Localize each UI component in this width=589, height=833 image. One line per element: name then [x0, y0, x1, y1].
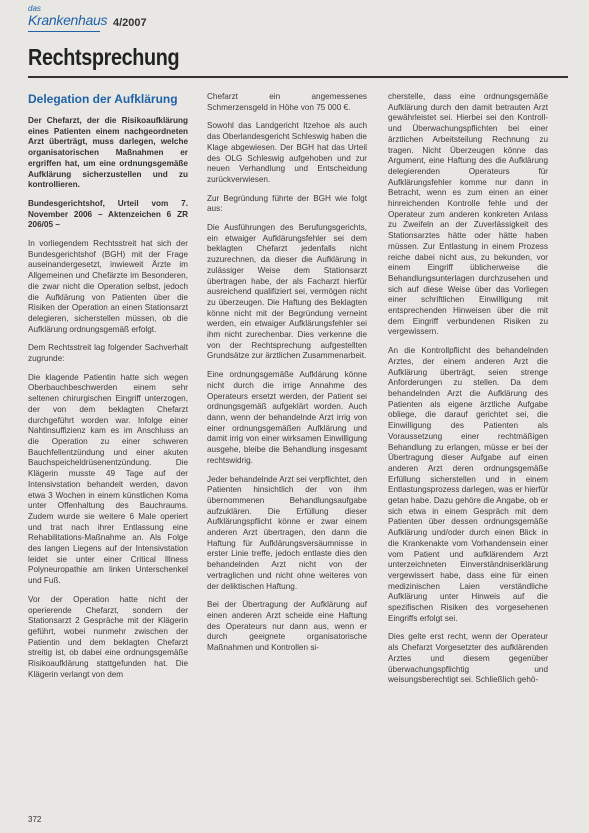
paragraph: Dem Rechtsstreit lag folgender Sachverhalt zugrunde:: [28, 343, 188, 364]
article-title: Delegation der Aufklärung: [28, 92, 178, 106]
logo-name: Krankenhaus: [28, 12, 108, 28]
paragraph: In vorliegendem Rechtsstreit hat sich der Bundesgerichtshof (BGH) mit der Frage auseinandergesetzt, inwieweit Ärzte im Allgemeinen und Chefärzte im Besonderen, die zwar nicht die Operation selbst, jedoch die Aufklärung von Patienten über die Risiken der Operation an einen Stationsarzt delegieren, sicherstellen müssen, ob die Aufklärung ordnungsgemäß erfolgt.: [28, 239, 188, 334]
paragraph: Eine ordnungsgemäße Aufklärung könne nicht durch die irrige Annahme des Operateurs ersetzt werden, der Patient sei ordnungsgemäß aufgeklärt worden. Auch dann, wenn der behandelnde Arzt irrig von einer ordnungsgemäßen Aufklärung und damit irrig von einer wirksamen Einwilligung ausgehe, bleibe die Behandlung insgesamt rechtswidrig.: [207, 370, 367, 465]
column-2: [207, 92, 367, 662]
page-number: 372: [28, 815, 42, 824]
paragraph: Dies gelte erst recht, wenn der Operateur als Chefarzt Vorgesetzter des aufklärenden Arztes und diesem gegenüber überwachungspflichtig und weisungsberechtigt sei. Schließlich gehö-: [388, 632, 548, 685]
court-reference: Bundesgerichtshof, Urteil vom 7. November 2006 – Aktenzeichen 6 ZR 206/05 –: [28, 198, 188, 230]
section-divider: [28, 76, 568, 78]
paragraph: Jeder behandelnde Arzt sei verpflichtet, den Patienten hinsichtlich der von ihm übernommenen Behandlungsaufgabe aufzuklären. Die Erfüllung dieser Aufklärungspflicht könne er zwar einem anderen Arzt übertragen, den dann die Haftung für Aufklärungsversäumnisse in erster Linie treffe, jedoch entlaste dies den behandelnden Arzt nicht von der vertraglichen und nicht ohne weiteres von der deliktischen Haftung.: [207, 474, 367, 591]
paragraph: cherstelle, dass eine ordnungsgemäße Aufklärung durch den damit betrauten Arzt gewährleistet sei. Hierbei sei den Kontroll- und Überwachungspflichten bei einer ärztlichen Arbeitsteilung Rechnung zu tragen. Nicht Überzeugen könne das Argument, eine Haftung des die Aufklärung delegierenden Operateurs für Aufklärungsfehler komme nur dann in Betracht, wenn es zum einen an einer hinreichenden Kontrolle fehle und der Operateur zum anderen konkreten Anlass zu Zweifeln an der Zuverlässigkeit des Stationsarztes hätte oder hätte haben müssen. Zur Entlastung in einem Prozess reiche dabei nicht aus, zu bekunden, vor einem Eingriff üblicherweise die Behandlungsunterlagen durchzusehen und sich auf diese Weise über das Vorliegen einer schriftlichen Einwilligung mit entsprechenden Hinweisen über die mit dem Eingriff verbundenen Risiken zu vergewissern.: [388, 92, 548, 337]
logo-underline: [28, 31, 100, 32]
paragraph: Chefarzt ein angemessenes Schmerzensgeld in Höhe von 75 000 €.: [207, 92, 367, 112]
article-lead: Der Chefarzt, der die Risikoaufklärung eines Patienten einem nachgeordneten Arzt überträgt, muss darlegen, welche organisatorischen Maßnahmen er ergriffen hat, um eine ordnungsgemäße Aufklärung sicherzustellen und zu kontrollieren.: [28, 116, 188, 190]
column-1: [28, 92, 188, 688]
paragraph: Vor der Operation hatte nicht der operierende Chefarzt, sondern der Stationsarzt 2 Gespräche mit der Klägerin geführt, wobei nunmehr zwischen der Patientin und dem beklagten Chefarzt streitig ist, ob dabei eine ordnungsgemäße Risikoaufklärung stattgefunden hat. Die Klägerin verlangt von dem: [28, 594, 188, 679]
paragraph: An die Kontrollpflicht des behandelnden Arztes, der einem anderen Arzt die Aufklärung überträgt, seien strenge Anforderungen zu stellen. Da dem behandelnden Arzt die Aufklärung des Patienten als eigene ärztliche Aufgabe obliege, die darauf gerichtet sei, die Einwilligung des Patienten als Voraussetzung einer rechtmäßigen Behandlung zu erlangen, müsse er bei der Übertragung dieser Aufgabe auf einen anderen Arzt deren ordnungsgemäße Erfüllung sicherstellen und in einem Entlastungsprozess darlegen, was er hierfür getan habe. Dazu gehöre die Angabe, ob er sich etwa in einem Gespräch mit dem Patienten über dessen ordnungsgemäße Aufklärung und/oder durch einen Blick in die Krankenakte vom Vorhandensein einer vom Patient und aufklärendem Arzt unterzeichneten Einverständniserklärung vergewissert habe, dass eine für einen medizinischen Laien verständliche Aufklärung unter Hinweis auf die spezifischen Risiken des vorgesehenen Eingriffs erfolgt sei.: [388, 346, 548, 623]
paragraph: Die Ausführungen des Berufungsgerichts, ein etwaiger Aufklärungsfehler sei dem beklagten Chefarzt jedenfalls nicht zuzurechnen, da dieser die Aufklärung in zulässiger Weise dem Stationsarzt übertragen habe, der als Facharzt hierfür ausreichend qualifiziert sei, vermögen nicht zu überzeugen. Die Haftung des Beklagten könne nicht mit der Begründung verneint werden, ein etwaiger Aufklärungsfehler sei ihm nicht zurechenbar. Dies verkenne die von der Rechtsprechung aufgestellten Grundsätze zur ärztlichen Zusammenarbeit.: [207, 223, 367, 361]
paragraph: Sowohl das Landgericht Itzehoe als auch das Oberlandesgericht Schleswig haben die Klage abgewiesen. Der BGH hat das Urteil des OLG Schleswig aufgehoben und zur neuen Verhandlung und Entscheidung zurückverwiesen.: [207, 121, 367, 184]
section-title: Rechtsprechung: [28, 44, 180, 70]
magazine-header: [28, 4, 568, 34]
paragraph: Die klagende Patientin hatte sich wegen Oberbauchbeschwerden einem sehr seltenen chirurgischen Eingriff unterzogen, der von dem beklagten Chefarzt durchgeführt worden war. Infolge einer Nahtinsuffizienz kam es im Anschluss an die Operation zu einer schweren Bauchfellentzündung und einer akuten Bauchspeicheldrüsenentzündung. Die Klägerin musste 49 Tage auf der Intensivstation behandelt werden, davon etwa 3 Wochen in einem künstlichen Koma unter Offenhaltung des Bauchraums. Zudem wurde sie weitere 6 Male operiert und trat nach ihrer Entlassung eine Rehabilitations-Maßnahme an. Als Folge des langen Liegens auf der Intensivstation leidet sie unter einer Critical Illness Polyneuropathie am linken Unterschenkel und Fuß.: [28, 372, 188, 586]
paragraph: Zur Begründung führte der BGH wie folgt aus:: [207, 193, 367, 214]
logo-prefix: das: [28, 4, 41, 13]
paragraph: Bei der Übertragung der Aufklärung auf einen anderen Arzt scheide eine Haftung des Operateurs nur dann aus, wenn er durch geeignete organisatorische Maßnahmen und Kontrollen si-: [207, 600, 367, 653]
column-3: [388, 92, 548, 694]
issue-number: 4/2007: [113, 17, 147, 29]
